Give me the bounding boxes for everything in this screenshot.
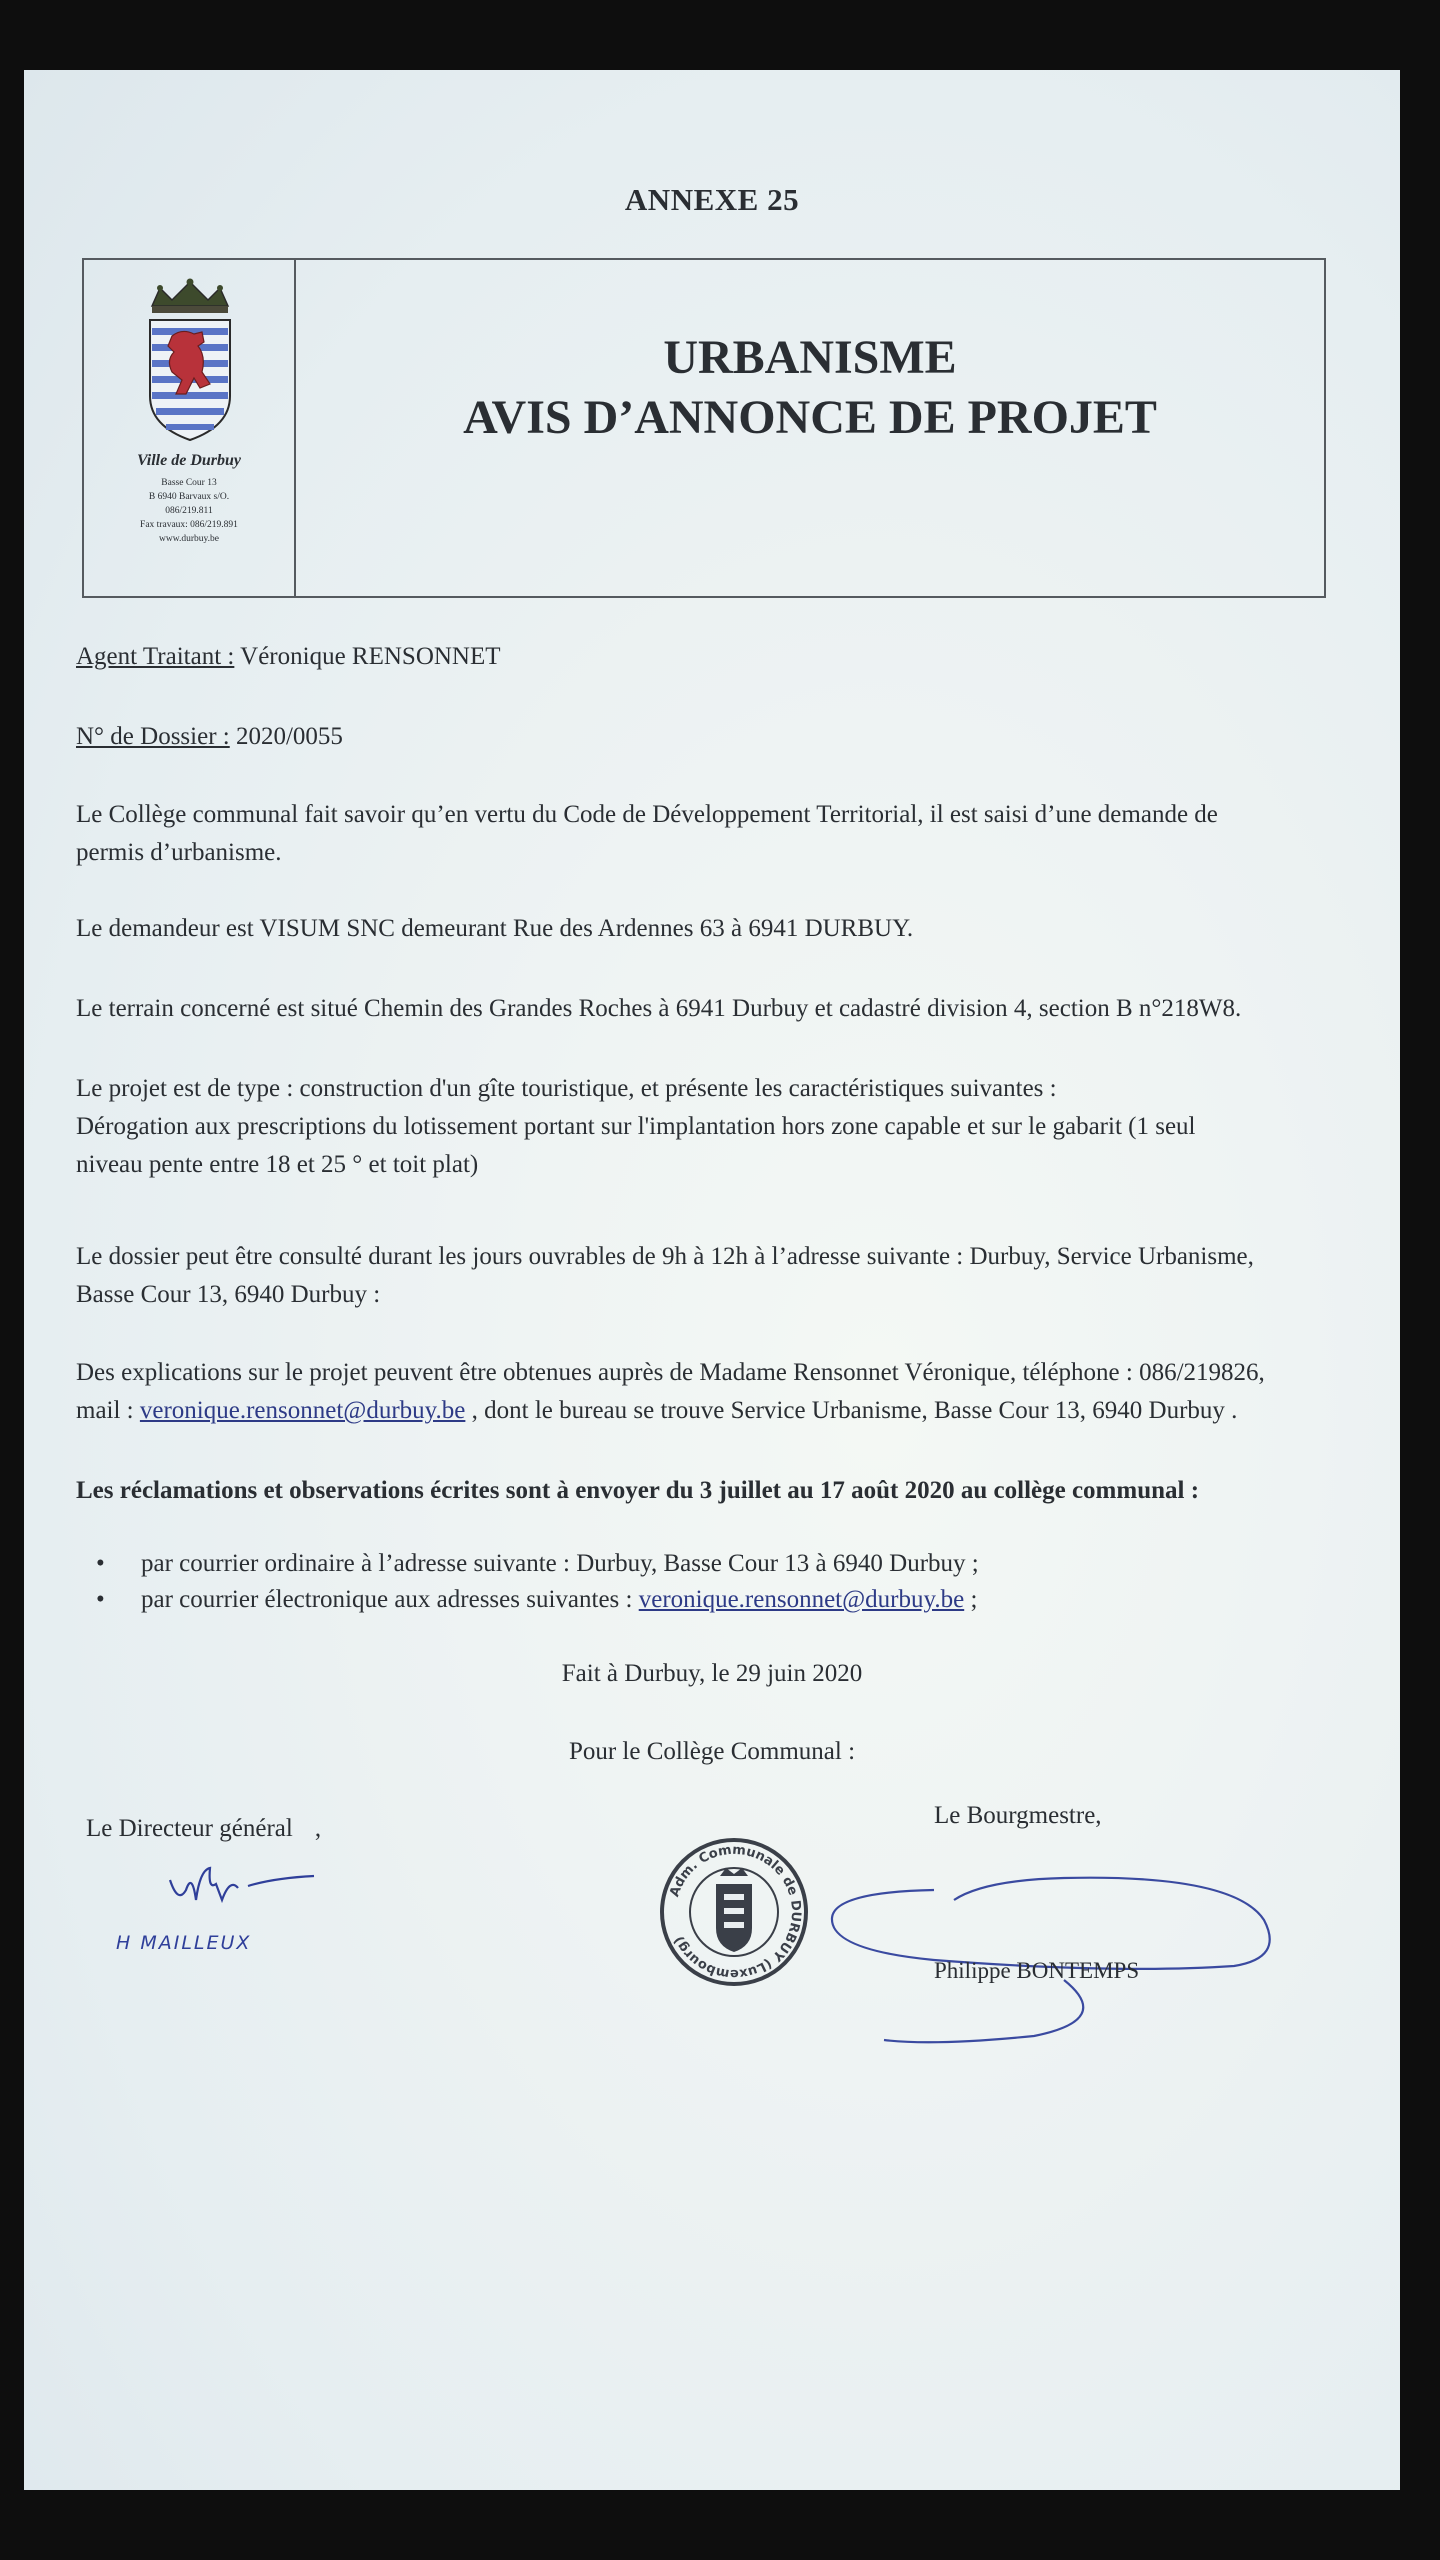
directeur-signature-icon: [164, 1860, 324, 1920]
bullet-item: [96, 1550, 979, 1578]
town-name: Ville de Durbuy: [136, 452, 241, 469]
demandeur-paragraph: Le demandeur est VISUM SNC demeurant Rue des Ardennes 63 à 6941 DURBUY.: [76, 915, 914, 942]
agent-value: Véronique RENSONNET: [234, 643, 501, 670]
document-subtitle: AVIS D’ANNONCE DE PROJET: [463, 391, 1157, 444]
address-line: B 6940 Barvaux s/O.: [148, 492, 230, 502]
address-line: www.durbuy.be: [159, 534, 219, 544]
address-line: 086/219.811: [165, 506, 213, 516]
directeur-name: H MAILLEUX: [116, 1932, 252, 1954]
dossier-value: 2020/0055: [229, 723, 343, 750]
bullet-dot: •: [96, 1586, 105, 1613]
mail-suffix: , dont le bureau se trouve Service Urbanisme, Basse Cour 13, 6940 Durbuy .: [465, 1397, 1238, 1424]
reclamations-heading: Les réclamations et observations écrites sont à envoyer du 3 juillet au 17 août 2020 au collège communal :: [76, 1477, 1200, 1504]
agent-label: Agent Traitant :: [76, 643, 235, 670]
bullet-email-link[interactable]: veronique.rensonnet@durbuy.be: [638, 1586, 965, 1613]
bullet-suffix: ;: [964, 1586, 978, 1613]
dossier-label: N° de Dossier :: [76, 723, 230, 750]
contact-email-link[interactable]: veronique.rensonnet@durbuy.be: [139, 1397, 466, 1424]
document-page: [24, 70, 1400, 2490]
explications-paragraph-line: Des explications sur le projet peuvent être obtenues auprès de Madame Rensonnet Véronique, téléphone : 086/219826,: [76, 1359, 1265, 1386]
date-line: Fait à Durbuy, le 29 juin 2020: [561, 1660, 863, 1687]
agent-line: [76, 638, 501, 676]
bullet-text: par courrier ordinaire à l’adresse suivante : Durbuy, Basse Cour 13 à 6940 Durbuy ;: [141, 1550, 979, 1577]
bourgmestre-label: Le Bourgmestre,: [934, 1802, 1102, 1829]
annexe-heading: ANNEXE 25: [624, 182, 800, 217]
pour-college-line: Pour le Collège Communal :: [568, 1738, 856, 1765]
durbuy-coat-of-arms-icon: [142, 276, 238, 446]
consult-paragraph-line: Basse Cour 13, 6940 Durbuy :: [76, 1281, 381, 1308]
terrain-paragraph: Le terrain concerné est situé Chemin des Grandes Roches à 6941 Durbuy et cadastré division 4, section B n°218W8.: [76, 995, 1242, 1022]
address-line: Basse Cour 13: [161, 478, 217, 488]
municipal-seal-icon: [654, 1832, 814, 1992]
document-title: URBANISME: [663, 331, 957, 384]
mail-prefix: mail :: [76, 1397, 140, 1424]
intro-paragraph-line: Le Collège communal fait savoir qu’en vertu du Code de Développement Territorial, il est saisi d’une demande de: [76, 801, 1218, 828]
seal-text: Adm. Communale de DURBUY (Luxembourg): [667, 1842, 804, 1982]
bourgmestre-name: Philippe BONTEMPS: [934, 1958, 1140, 1983]
explications-paragraph-line: [76, 1392, 1237, 1430]
projet-paragraph-line: Le projet est de type : construction d'un gîte touristique, et présente les caractéristiques suivantes :: [76, 1075, 1057, 1102]
address-line: Fax travaux: 086/219.891: [140, 520, 238, 530]
projet-paragraph-line: Dérogation aux prescriptions du lotissement portant sur l'implantation hors zone capable et sur le gabarit (1 seul: [76, 1113, 1196, 1140]
bullet-text: par courrier électronique aux adresses suivantes :: [141, 1586, 639, 1613]
header-box: [82, 258, 1326, 598]
title-block: [296, 260, 1324, 596]
consult-paragraph-line: Le dossier peut être consulté durant les jours ouvrables de 9h à 12h à l’adresse suivante : Durbuy, Service Urbanisme,: [76, 1243, 1254, 1270]
bullet-item: [96, 1586, 977, 1614]
directeur-title: Le Directeur général: [86, 1815, 293, 1842]
dossier-line: [76, 718, 343, 756]
directeur-comma: ,: [314, 1815, 322, 1842]
municipality-block: [84, 260, 296, 596]
bullet-dot: •: [96, 1550, 105, 1577]
directeur-label: [86, 1815, 321, 1843]
projet-paragraph-line: niveau pente entre 18 et 25 ° et toit plat): [76, 1151, 479, 1178]
intro-paragraph-line: permis d’urbanisme.: [76, 839, 282, 866]
